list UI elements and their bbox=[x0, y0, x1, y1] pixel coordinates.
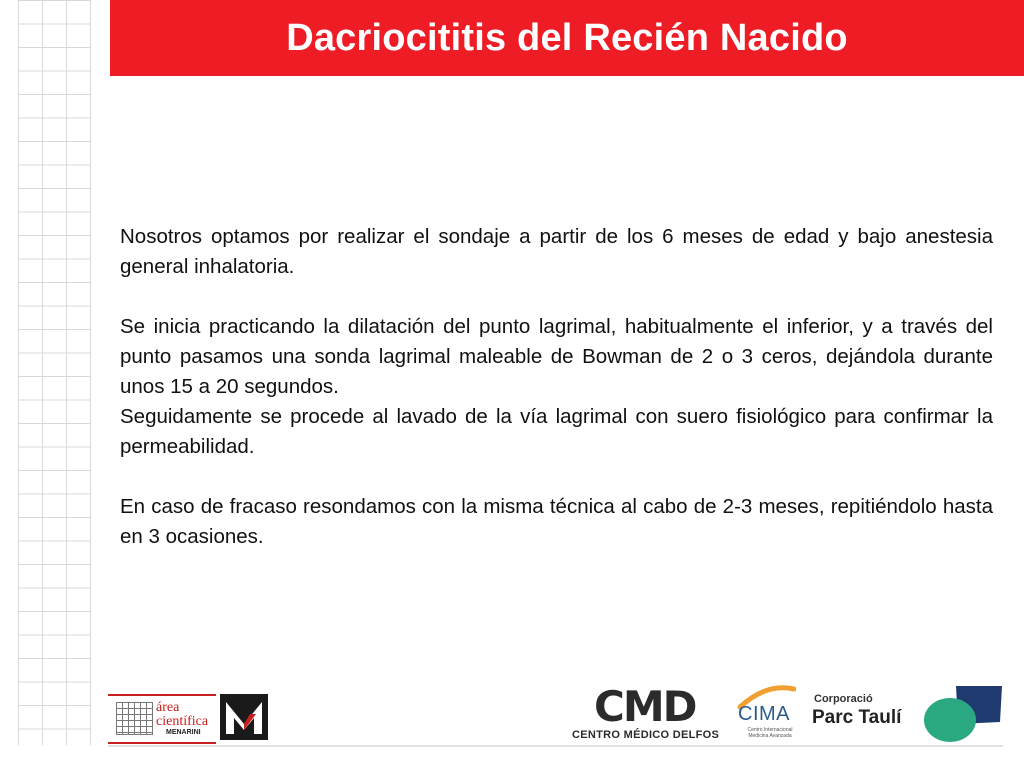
grid-icon bbox=[116, 702, 153, 735]
title-bar bbox=[110, 0, 1024, 76]
tauli-logo-line2: Parc Taulí bbox=[812, 707, 902, 728]
cmd-logo-mark: CMD bbox=[594, 682, 696, 731]
area-logo-brand: MENARINI bbox=[166, 729, 201, 736]
m-logo bbox=[220, 694, 268, 740]
area-cientifica-logo bbox=[108, 694, 216, 744]
slide-body bbox=[120, 222, 993, 552]
tauli-shapes-icon bbox=[924, 684, 1004, 744]
decorative-grid bbox=[18, 0, 91, 745]
paragraph-1: Nosotros optamos por realizar el sondaje a partir de los 6 meses de edad y bajo anestesia general inhalatoria. bbox=[120, 225, 993, 278]
area-logo-line2: científica bbox=[156, 714, 209, 729]
paragraph-3: Seguidamente se procede al lavado de la vía lagrimal con suero fisiológico para confirmar la permeabilidad. bbox=[120, 405, 993, 458]
slide-title: Dacriocititis del Recién Nacido bbox=[286, 16, 848, 59]
m-letter-icon bbox=[220, 694, 268, 740]
cima-logo-subtitle: Centro Internacional Medicina Avanzada bbox=[747, 727, 793, 739]
cima-logo-name: CIMA bbox=[738, 703, 790, 725]
paragraph-2: Se inicia practicando la dilatación del punto lagrimal, habitualmente el inferior, y a través del punto pasamos una sonda lagrimal maleable de Bowman de 2 o 3 ceros, dejándola durante unos 15 a 20 segundos. bbox=[120, 315, 993, 398]
tauli-logo-line1: Corporació bbox=[814, 693, 873, 705]
footer-divider bbox=[108, 745, 1003, 747]
paragraph-4: En caso de fracaso resondamos con la misma técnica al cabo de 2-3 meses, repitiéndolo hasta en 3 ocasiones. bbox=[120, 495, 993, 548]
area-logo-line1: área bbox=[156, 700, 180, 715]
cmd-logo-name: CENTRO MÉDICO DELFOS bbox=[572, 729, 720, 741]
